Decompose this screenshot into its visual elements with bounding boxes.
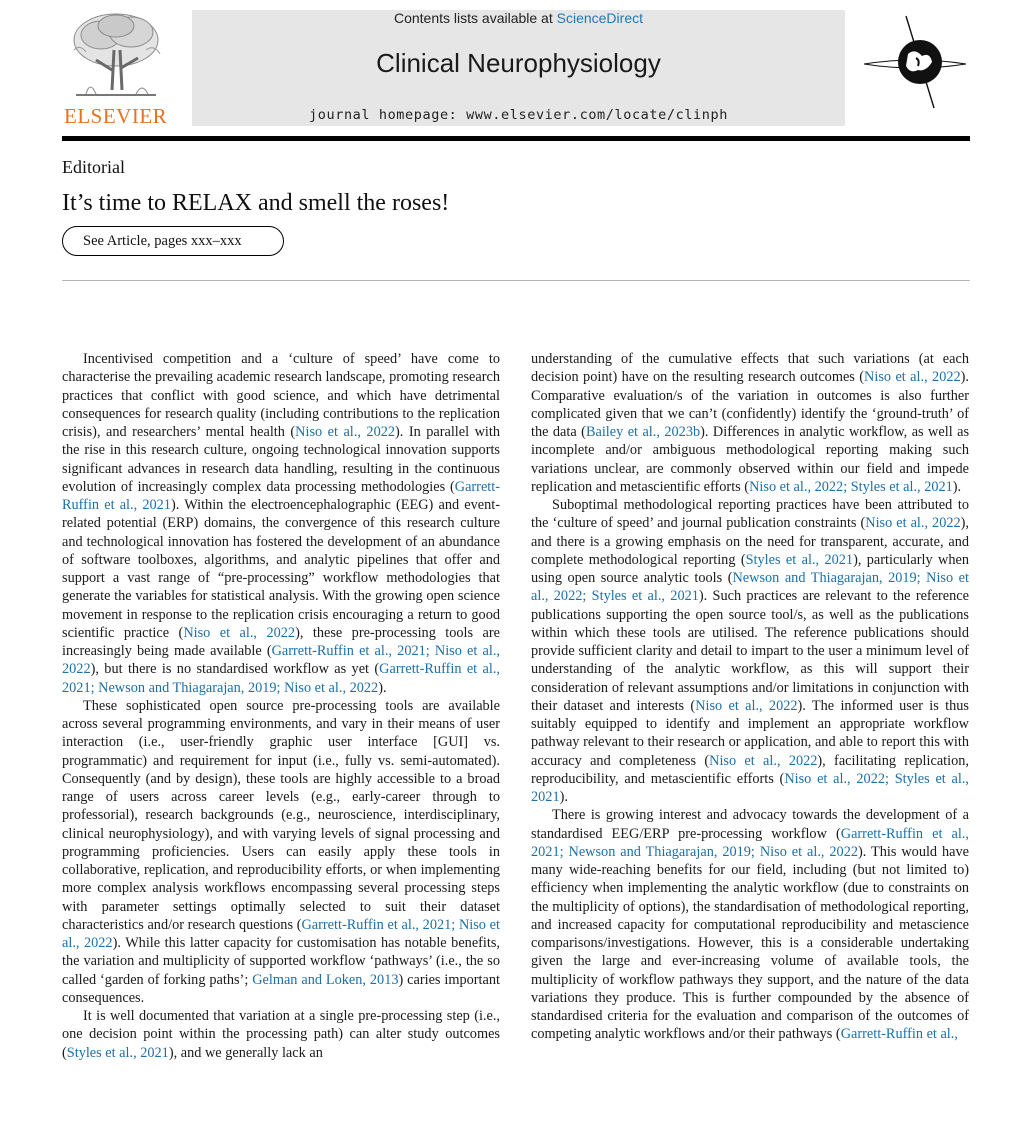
body-text: Incentivised competition and a ‘culture of speed’ have come to characterise the prevailing academic research landscape, promoting research practices that conflict with good science, and which have detrimental consequences for research quality (including contributions to the replication crisis), and researchers’ mental health (	[62, 351, 500, 440]
body-text: ), and we generally lack an	[168, 1044, 323, 1061]
citation-link[interactable]: Garrett-Ruffin et al., 2021; Niso et al., 2022	[62, 916, 500, 951]
see-article-button[interactable]: See Article, pages xxx–xxx	[62, 226, 284, 256]
body-text: ), and there is a growing emphasis on the need for transparent, accurate, and complete methodological reporting (	[531, 515, 969, 568]
citation-link[interactable]: Niso et al., 2022	[295, 424, 396, 440]
journal-logo	[860, 12, 970, 112]
body-text: ). Such practices are relevant to the reference publications supporting the open source tool/s, as well as the publications within which these tools are utilised. The reference publications should provide sufficient clarity and detail to impart to the user a minimum level of understanding of the analytic workflow, as this will support their consideration of relevant assumptions and/or limitations in conjunction with their dataset and interests (	[531, 588, 969, 714]
citation-link[interactable]: Niso et al., 2022	[695, 697, 798, 714]
body-text: ).	[952, 478, 962, 495]
citation-link[interactable]: Gelman and Loken, 2013	[252, 971, 399, 988]
citation-link[interactable]: Niso et al., 2022	[709, 752, 818, 769]
body-text: ).	[559, 789, 568, 805]
body-text: ). This would have many wide-reaching benefits for our field, including (but not limited to) efficiency when implementing the analytic workflow (due to constraints on the multiplicity of options), the standardisation of methodological reporting, and increased capacity for computational reproducibility and metascience comparisons/investigations. However, this is a considerable undertaking given the large and ever-increasing volume of available tools, the multiplicity of workflow pathways they support, and the nature of the data variations they produce. This is further compounded by the absence of standardised criteria for the evaluation and comparison of the outcomes of competing analytic workflows and/or their pathways (	[531, 843, 969, 1043]
citation-link[interactable]: Niso et al., 2022; Styles et al., 2021	[749, 478, 953, 495]
title-rule	[62, 280, 970, 281]
journal-title: Clinical Neurophysiology	[376, 48, 661, 78]
citation-link[interactable]: Garrett-Ruffin et al.,	[840, 1026, 958, 1043]
journal-homepage[interactable]: journal homepage: www.elsevier.com/locate/clinph	[309, 107, 728, 123]
citation-link[interactable]: Niso et al., 2022	[183, 624, 296, 641]
body-text: ). Within the electroencephalographic (EEG) and event-related potential (ERP) domains, the convergence of this research culture and technological innovation has fostered the development of an abundance of software toolboxes, algorithms, and analytic pipelines that offer and support a vast range of “pre-processing” workflow methodologies that generate the variables for statistical analysis. With the growing open science movement in response to the replication crisis encouraging a return to good scientific practice (	[62, 497, 501, 641]
body-text: ), facilitating replication, reproducibility, and metascientific efforts (	[531, 752, 969, 787]
body-text: It is well documented that variation at a single pre-processing step (i.e., one decision point within the processing path) can alter study outcomes (	[62, 1008, 500, 1061]
contents-prefix: Contents lists available at	[393, 10, 557, 26]
article-title: It’s time to RELAX and smell the roses!	[62, 190, 450, 216]
citation-link[interactable]: Niso et al., 2022	[865, 515, 961, 532]
citation-link[interactable]: Garrett-Ruffin et al., 2021; Newson and Thiagarajan, 2019; Niso et al., 2022	[531, 825, 969, 860]
body-text: ), particularly when using open source analytic tools (	[531, 551, 969, 586]
body-text: These sophisticated open source pre-processing tools are available across several programming environments, and vary in their means of user interaction (i.e., user-friendly graphic user interface [GUI] vs. programmatic) and requirement for input (i.e., fully vs. semi-automated). Consequently (and by design), these tools are highly accessible to a broad range of users across career levels (e.g., early-career through to professorial), research backgrounds (e.g., neuroscience, interdisciplinary, clinical neurophysiology), and with varying levels of signal processing and programming proficiencies. Users can easily apply these tools in collaborative, replication, and reproducibility efforts, or when implementing more complex analysis workflows encompassing several processing steps with parameter settings optimally selected to suit their dataset characteristics and/or research questions (	[62, 697, 500, 933]
body-paragraph	[531, 350, 969, 496]
body-text: ). Differences in analytic workflow, as well as incomplete and/or ambiguous methodological reporting making such variations unclear, are commonly observed within our field and impede replication and metascientific efforts (	[531, 424, 970, 495]
body-paragraph	[62, 1007, 500, 1062]
body-column-left	[62, 350, 500, 1062]
body-text: ) caries important consequences.	[62, 971, 500, 1006]
citation-link[interactable]: Niso et al., 2022; Styles et al., 2021	[531, 770, 969, 805]
header-rule	[62, 136, 970, 141]
body-text: ), these pre-processing tools are increasingly being made available (	[62, 624, 500, 659]
journal-banner	[192, 10, 845, 126]
body-text: ). In parallel with the rise in this research culture, ongoing technological innovation supports significant advances in research data handling, resulting in the continuous evolution of increasingly complex data processing methodologies (	[62, 424, 500, 495]
society-globe-icon	[860, 12, 970, 112]
body-text: ), but there is no standardised workflow as yet (	[90, 661, 380, 678]
body-paragraph	[62, 350, 500, 697]
body-paragraph	[531, 496, 969, 806]
citation-link[interactable]: Styles et al., 2021	[745, 551, 854, 568]
body-paragraph	[531, 806, 969, 1043]
body-text: ).	[378, 679, 387, 696]
body-text: There is growing interest and advocacy towards the development of a standardised EEG/ERP pre-processing workflow (	[531, 807, 969, 842]
citation-link[interactable]: Garrett-Ruffin et al., 2021; Niso et al., 2022	[62, 643, 501, 678]
citation-link[interactable]: Garrett-Ruffin et al., 2021	[62, 478, 500, 513]
publisher-name: ELSEVIER	[64, 104, 168, 128]
citation-link[interactable]: Newson and Thiagarajan, 2019; Niso et al., 2022; Styles et al., 2021	[531, 570, 969, 605]
body-text: ). While this latter capacity for customisation has notable benefits, the variation and multiplicity of supported workflow ‘pathways’ (i.e., the so called ‘garden of forking paths’;	[62, 935, 501, 988]
publisher-logo	[62, 10, 172, 128]
body-paragraph	[62, 697, 500, 1007]
contents-line	[192, 10, 845, 26]
body-text: ). Comparative evaluation/s of the variation in outcomes is also further complicated given that we can’t (confidently) identify the ‘ground-truth’ of the data (	[531, 369, 969, 440]
sciencedirect-link[interactable]: ScienceDirect	[556, 10, 643, 26]
body-column-right	[531, 350, 969, 1044]
body-text: Suboptimal methodological reporting practices have been attributed to the ‘culture of speed’ and journal publication constraints (	[531, 497, 969, 532]
journal-header	[62, 10, 970, 130]
body-text: understanding of the cumulative effects that such variations (at each decision point) have on the resulting research outcomes (	[531, 351, 969, 386]
body-text: ). The informed user is thus suitably equipped to identify and implement an appropriate workflow pathway relevant to their research or application, and able to report this with accuracy and completeness (	[531, 697, 969, 769]
citation-link[interactable]: Niso et al., 2022	[864, 369, 961, 386]
citation-link[interactable]: Styles et al., 2021	[66, 1044, 169, 1061]
elsevier-tree-icon	[66, 10, 166, 102]
article-type: Editorial	[62, 157, 125, 177]
citation-link[interactable]: Garrett-Ruffin et al., 2021; Newson and Thiagarajan, 2019; Niso et al., 2022	[62, 661, 500, 696]
citation-link[interactable]: Bailey et al., 2023b	[585, 424, 701, 440]
